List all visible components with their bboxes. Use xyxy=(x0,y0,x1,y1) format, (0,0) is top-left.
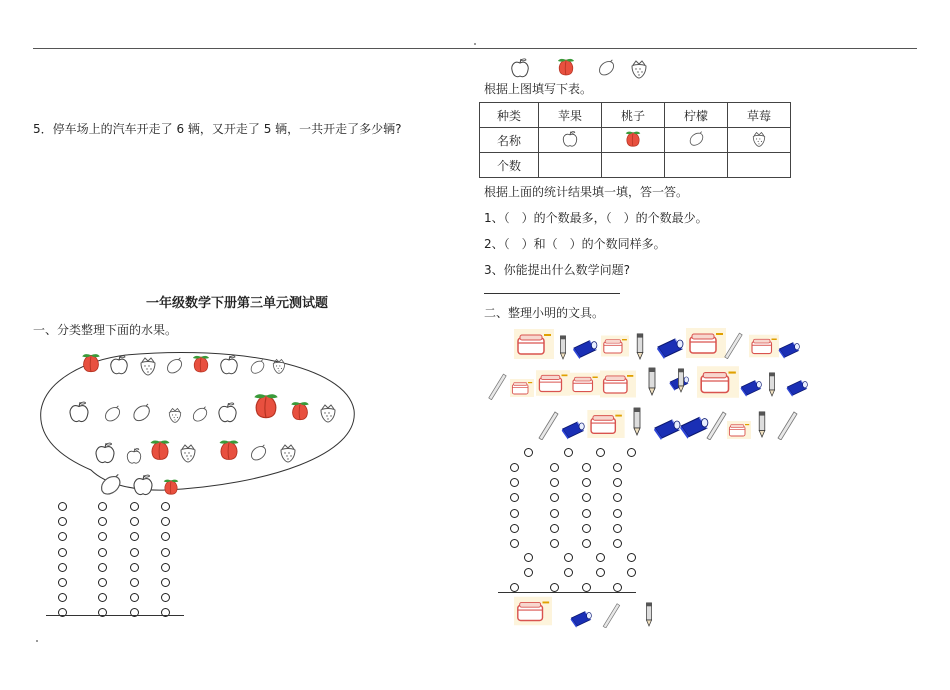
peach-icon xyxy=(555,56,577,78)
pencil-icon xyxy=(755,410,769,438)
tally-circle[interactable] xyxy=(130,548,139,557)
tally-circle[interactable] xyxy=(98,502,107,511)
question-5: 5．停车场上的汽车开走了 6 辆，又开走了 5 辆，一共开走了多少辆? xyxy=(33,122,402,136)
tally-circle[interactable] xyxy=(550,463,559,472)
fruit-stat-table xyxy=(479,102,791,178)
tally-circle[interactable] xyxy=(161,563,170,572)
tally-circle[interactable] xyxy=(627,448,636,457)
tally-circle[interactable] xyxy=(98,593,107,602)
ruler-icon xyxy=(722,331,744,359)
tally-circle[interactable] xyxy=(98,548,107,557)
tally-circle[interactable] xyxy=(510,583,519,592)
pencil-box-icon xyxy=(514,329,554,359)
tally-circle[interactable] xyxy=(613,463,622,472)
tally-circle[interactable] xyxy=(582,493,591,502)
peach-icon xyxy=(190,353,212,375)
lemon-icon xyxy=(102,404,122,424)
tally-circle[interactable] xyxy=(98,563,107,572)
pencil-box-icon xyxy=(587,410,625,438)
strawberry-icon xyxy=(317,402,339,424)
tally-circle[interactable] xyxy=(161,548,170,557)
strawberry-icon xyxy=(166,406,184,424)
page-title: 一年级数学下册第三单元测试题 xyxy=(146,296,329,311)
ruler-icon xyxy=(704,410,728,440)
tally-circle[interactable] xyxy=(524,448,533,457)
tally-circle[interactable] xyxy=(130,608,139,617)
tally-circle[interactable] xyxy=(613,583,622,592)
strawberry-icon xyxy=(137,355,159,377)
tally-circle[interactable] xyxy=(161,593,170,602)
tally-circle[interactable] xyxy=(627,568,636,577)
after-table-text: 根据上面的统计结果填一填，答一答。 xyxy=(484,185,689,199)
tally-circle[interactable] xyxy=(510,509,519,518)
tally-circle[interactable] xyxy=(582,509,591,518)
lemon-icon xyxy=(190,405,209,424)
ruler-icon xyxy=(536,410,560,440)
peach-icon xyxy=(147,437,173,463)
tally-circle[interactable] xyxy=(613,478,622,487)
tally-circle[interactable] xyxy=(582,583,591,592)
peach-icon xyxy=(79,351,103,375)
apple-icon xyxy=(93,441,117,465)
tally-circle[interactable] xyxy=(596,553,605,562)
tally-circle[interactable] xyxy=(130,517,139,526)
row-label-kind: 种类 xyxy=(480,103,539,128)
lemon-icon xyxy=(248,358,266,376)
lemon-icon xyxy=(687,130,705,148)
pencil-box-icon xyxy=(536,370,570,396)
tally-circle[interactable] xyxy=(58,517,67,526)
eraser-icon xyxy=(571,337,599,359)
tally-circle[interactable] xyxy=(510,524,519,533)
pencil-box-icon xyxy=(570,372,600,396)
lemon-icon xyxy=(97,472,123,498)
stationery-grid-baseline xyxy=(498,592,636,593)
section-2-heading: 二、整理小明的文具。 xyxy=(484,306,605,320)
tally-circle[interactable] xyxy=(161,532,170,541)
tally-circle[interactable] xyxy=(130,593,139,602)
apple-icon xyxy=(108,354,130,376)
tally-circle[interactable] xyxy=(58,563,67,572)
peach-icon xyxy=(161,477,181,497)
eraser-icon xyxy=(655,335,685,359)
tally-circle[interactable] xyxy=(130,502,139,511)
tally-circle[interactable] xyxy=(58,502,67,511)
question-1: 1、（ ）的个数最多，（ ）的个数最少。 xyxy=(484,211,708,225)
tally-circle[interactable] xyxy=(58,532,67,541)
tally-circle[interactable] xyxy=(58,608,67,617)
tally-circle[interactable] xyxy=(58,593,67,602)
apple-icon xyxy=(216,401,239,424)
lemon-icon xyxy=(130,402,152,424)
pencil-icon xyxy=(766,370,778,398)
tally-circle[interactable] xyxy=(98,578,107,587)
tally-circle[interactable] xyxy=(582,524,591,533)
pencil-icon xyxy=(633,332,647,360)
eraser-icon xyxy=(777,339,801,359)
tally-circle[interactable] xyxy=(613,524,622,533)
tally-circle[interactable] xyxy=(596,568,605,577)
tally-circle[interactable] xyxy=(524,553,533,562)
tally-circle[interactable] xyxy=(98,532,107,541)
apple-icon xyxy=(131,473,155,497)
peach-icon xyxy=(250,390,282,422)
apple-icon xyxy=(561,130,579,148)
lemon-icon xyxy=(596,58,616,78)
strawberry-icon xyxy=(270,357,288,375)
tally-circle[interactable] xyxy=(161,517,170,526)
eraser-icon xyxy=(739,377,763,397)
pencil-icon xyxy=(557,334,569,360)
tally-circle[interactable] xyxy=(550,583,559,592)
apple-icon xyxy=(67,400,91,424)
tally-circle[interactable] xyxy=(161,608,170,617)
peach-icon xyxy=(216,437,242,463)
top-rule xyxy=(33,48,917,49)
count-strawberry-input[interactable] xyxy=(728,153,791,178)
count-peach-input[interactable] xyxy=(602,153,665,178)
tally-circle[interactable] xyxy=(627,553,636,562)
tally-circle[interactable] xyxy=(524,568,533,577)
tally-circle[interactable] xyxy=(550,539,559,548)
tally-circle[interactable] xyxy=(550,509,559,518)
pencil-box-icon xyxy=(601,335,629,357)
peach-icon xyxy=(288,399,312,423)
cell-peach-icon xyxy=(602,128,665,153)
ruler-icon xyxy=(600,602,622,628)
peach-icon xyxy=(623,129,643,149)
tally-circle[interactable] xyxy=(510,539,519,548)
cell-lemon-icon xyxy=(665,128,728,153)
pencil-box-icon xyxy=(727,420,751,440)
pencil-box-icon xyxy=(510,378,534,398)
tally-circle[interactable] xyxy=(596,448,605,457)
cell-strawberry-icon xyxy=(728,128,791,153)
row-label-count: 个数 xyxy=(480,153,539,178)
tally-circle[interactable] xyxy=(510,493,519,502)
col-apple: 苹果 xyxy=(539,103,602,128)
tally-circle[interactable] xyxy=(510,463,519,472)
count-lemon-input[interactable] xyxy=(665,153,728,178)
dot-mark xyxy=(474,43,476,45)
tally-circle[interactable] xyxy=(582,539,591,548)
tally-circle[interactable] xyxy=(550,493,559,502)
tally-circle[interactable] xyxy=(550,478,559,487)
tally-circle[interactable] xyxy=(510,478,519,487)
tally-circle[interactable] xyxy=(582,478,591,487)
tally-circle[interactable] xyxy=(161,578,170,587)
tally-circle[interactable] xyxy=(130,532,139,541)
eraser-icon xyxy=(569,608,593,628)
pencil-icon xyxy=(643,601,655,627)
pencil-box-icon xyxy=(697,366,739,398)
pencil-icon xyxy=(645,366,659,396)
col-peach: 桃子 xyxy=(602,103,665,128)
pencil-box-icon xyxy=(514,596,552,626)
apple-icon xyxy=(509,57,531,79)
pencil-box-icon xyxy=(600,370,636,398)
tally-circle[interactable] xyxy=(564,448,573,457)
eraser-icon xyxy=(785,377,809,397)
tally-circle[interactable] xyxy=(613,539,622,548)
tally-circle[interactable] xyxy=(130,563,139,572)
lemon-icon xyxy=(248,443,268,463)
section-1-heading: 一、分类整理下面的水果。 xyxy=(33,323,178,337)
tally-circle[interactable] xyxy=(130,578,139,587)
tally-circle[interactable] xyxy=(582,463,591,472)
tally-circle[interactable] xyxy=(613,509,622,518)
eraser-icon xyxy=(560,418,586,440)
tally-circle[interactable] xyxy=(613,493,622,502)
pencil-icon xyxy=(675,366,687,394)
tally-circle[interactable] xyxy=(564,553,573,562)
strawberry-icon xyxy=(177,442,199,464)
tally-circle[interactable] xyxy=(58,578,67,587)
tally-circle[interactable] xyxy=(98,608,107,617)
strawberry-icon xyxy=(628,58,650,80)
apple-icon xyxy=(125,447,143,465)
question-2: 2、（ ）和（ ）的个数同样多。 xyxy=(484,237,666,251)
question-3: 3、你能提出什么数学问题? xyxy=(484,263,631,277)
pencil-box-icon xyxy=(749,334,779,358)
tally-circle[interactable] xyxy=(161,502,170,511)
tally-circle[interactable] xyxy=(550,524,559,533)
col-strawberry: 草莓 xyxy=(728,103,791,128)
strawberry-icon xyxy=(277,442,299,464)
lemon-icon xyxy=(164,356,184,376)
apple-icon xyxy=(218,354,240,376)
col-lemon: 柠檬 xyxy=(665,103,728,128)
pencil-box-icon xyxy=(686,328,726,358)
dot-mark xyxy=(36,640,38,642)
tally-circle[interactable] xyxy=(58,548,67,557)
pencil-icon xyxy=(630,406,644,436)
table-intro: 根据上图填写下表。 xyxy=(484,82,593,96)
cell-apple-icon xyxy=(539,128,602,153)
strawberry-icon xyxy=(750,130,768,148)
tally-circle[interactable] xyxy=(564,568,573,577)
count-apple-input[interactable] xyxy=(539,153,602,178)
tally-circle[interactable] xyxy=(98,517,107,526)
ruler-icon xyxy=(486,372,508,400)
ruler-icon xyxy=(775,410,799,440)
fruit-grid-baseline xyxy=(46,615,184,616)
answer-line[interactable] xyxy=(484,293,620,294)
row-label-name: 名称 xyxy=(480,128,539,153)
